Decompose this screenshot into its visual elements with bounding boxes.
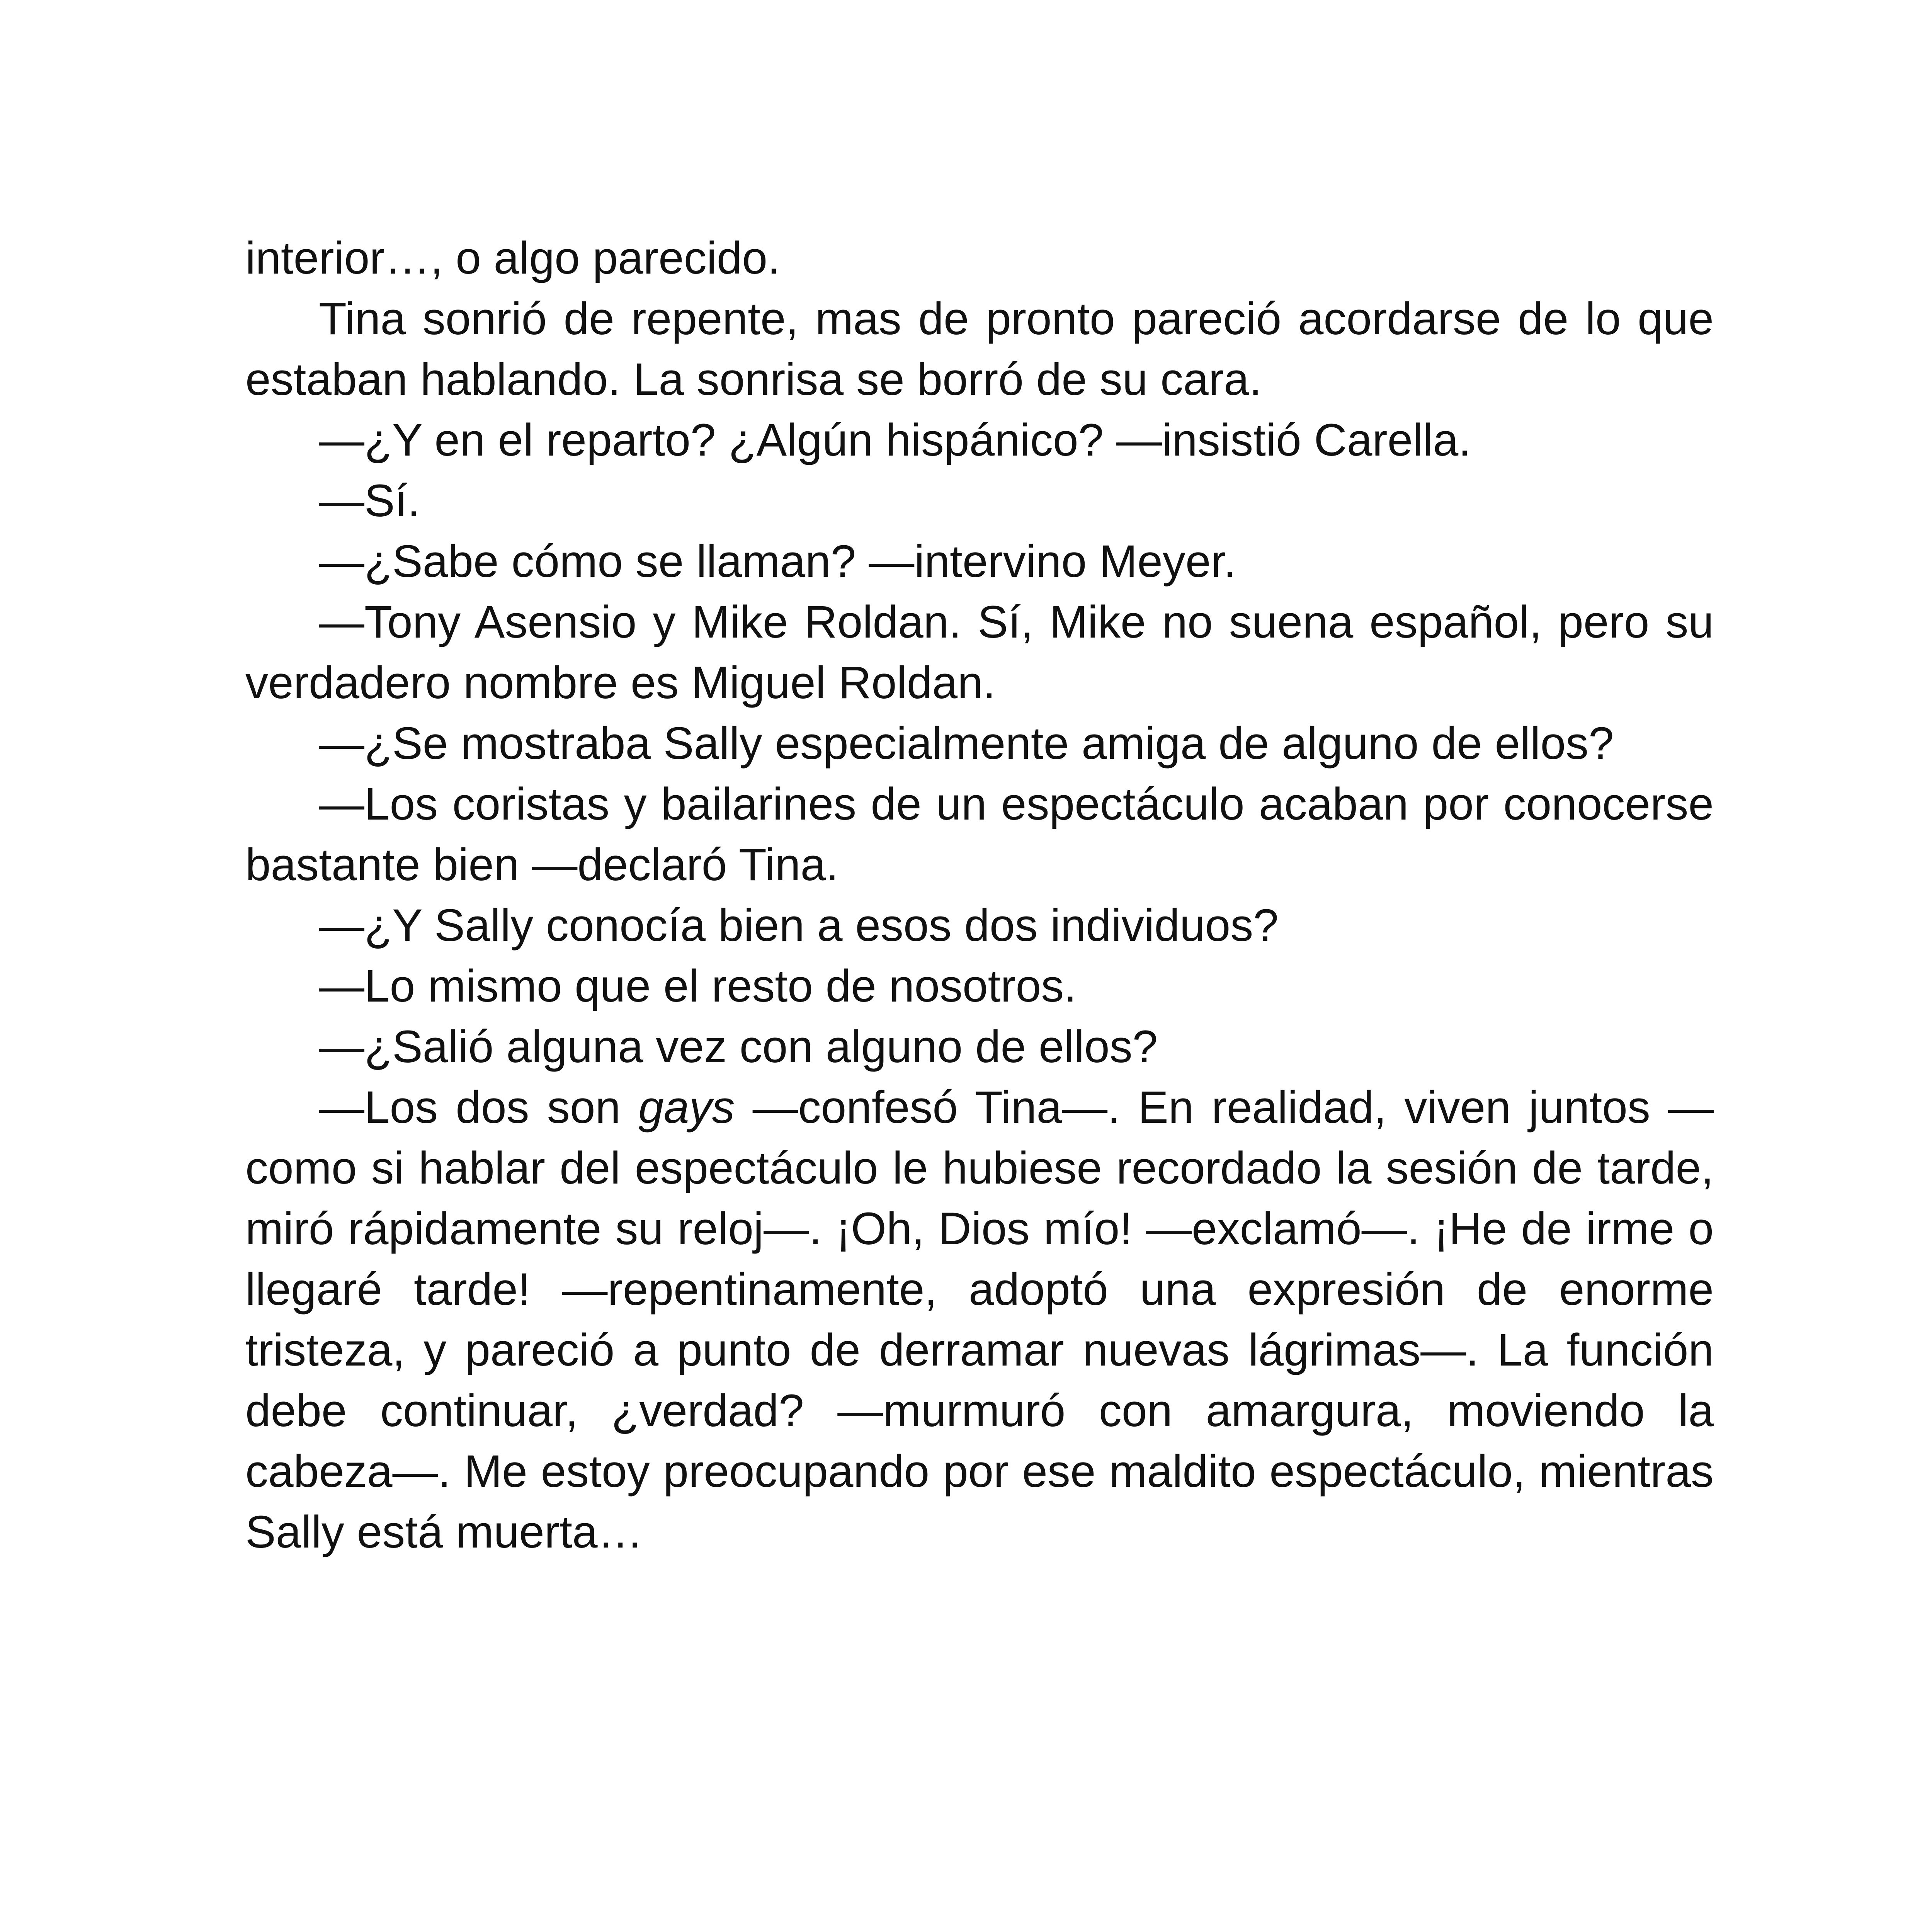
paragraph: Tina sonrió de repente, mas de pronto pareció acordarse de lo que estaban hablando. La sonrisa se borró de su cara. [245, 293, 1714, 405]
italic-word: gays [638, 1082, 735, 1133]
paragraph-text-start: —Los dos son [319, 1082, 639, 1133]
paragraph: —Sí. [319, 475, 420, 526]
paragraph: —Lo mismo que el resto de nosotros. [319, 961, 1077, 1012]
paragraph: —Los coristas y bailarines de un espectáculo acaban por conocerse bastante bien —declaró Tina. [245, 779, 1714, 890]
paragraph: —¿Y en el reparto? ¿Algún hispánico? —insistió Carella. [319, 415, 1471, 466]
body-text [245, 228, 1714, 1563]
paragraph: —¿Sabe cómo se llaman? —intervino Meyer. [319, 536, 1236, 587]
paragraph: —¿Se mostraba Sally especialmente amiga de alguno de ellos? [319, 718, 1614, 769]
paragraph: —¿Y Sally conocía bien a esos dos individuos? [319, 900, 1279, 951]
paragraph: —¿Salió alguna vez con alguno de ellos? [319, 1021, 1158, 1072]
paragraph: —Tony Asensio y Mike Roldan. Sí, Mike no suena español, pero su verdadero nombre es Miguel Roldan. [245, 597, 1714, 708]
paragraph-text-end: —confesó Tina—. En realidad, viven juntos —como si hablar del espectáculo le hubiese recordado la sesión de tarde, miró rápidamente su reloj—. ¡Oh, Dios mío! —exclamó—. ¡He de irme o llegaré tarde! —repentinamente, adoptó una expresión de enorme tristeza, y pareció a punto de derramar nuevas lágrimas—. La función debe continuar, ¿verdad? —murmuró con amargura, moviendo la cabeza—. Me estoy preocupando por ese maldito espectáculo, mientras Sally está muerta… [245, 1082, 1714, 1558]
paragraph: interior…, o algo parecido. [245, 233, 780, 284]
final-paragraph [245, 1077, 1714, 1563]
